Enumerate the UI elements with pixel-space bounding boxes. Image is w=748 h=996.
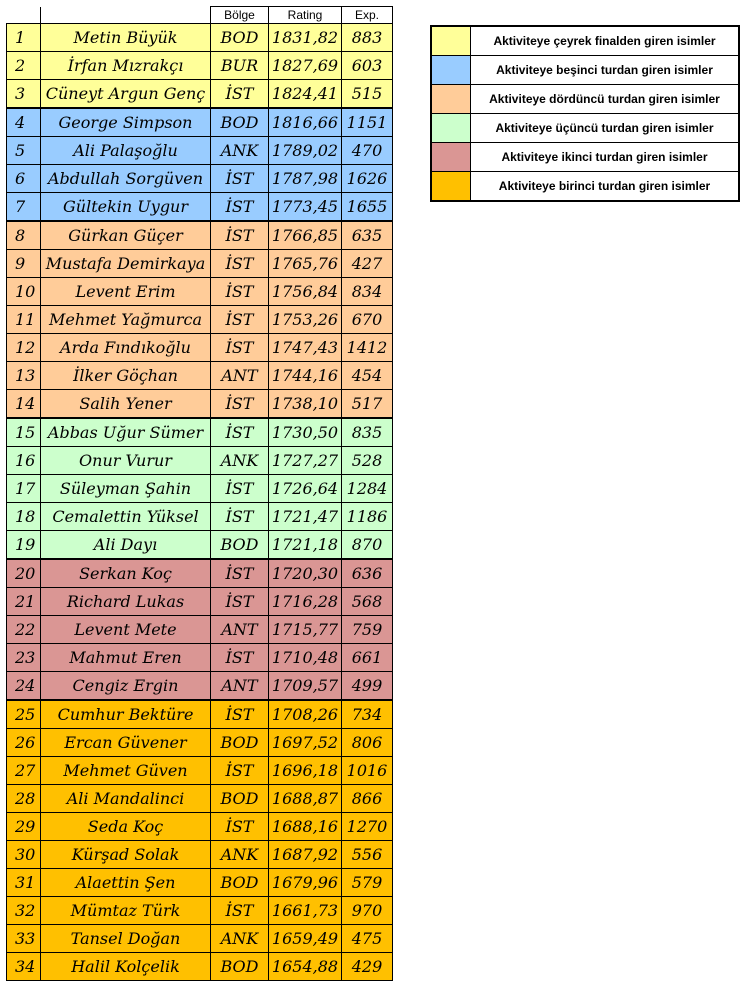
rank-cell: 32	[7, 897, 41, 925]
rank-cell: 1	[7, 24, 41, 52]
table-row	[7, 503, 393, 531]
rank-cell: 26	[7, 729, 41, 757]
rank-cell: 16	[7, 447, 41, 475]
rank-cell: 5	[7, 137, 41, 165]
rank-cell: 11	[7, 306, 41, 334]
rank-cell: 14	[7, 390, 41, 419]
player-name-cell: Alaettin Şen	[41, 869, 211, 897]
table-row	[7, 250, 393, 278]
table-row	[7, 869, 393, 897]
player-name-cell: Levent Mete	[41, 616, 211, 644]
region-cell: BUR	[211, 52, 269, 80]
legend-label: Aktiviteye üçüncü turdan giren isimler	[471, 114, 740, 143]
table-row	[7, 306, 393, 334]
region-cell: İST	[211, 418, 269, 447]
rating-cell: 1716,28	[269, 588, 342, 616]
region-cell: ANK	[211, 841, 269, 869]
rating-cell: 1661,73	[269, 897, 342, 925]
player-name-cell: Cengiz Ergin	[41, 672, 211, 701]
experience-cell: 499	[342, 672, 393, 701]
table-body	[7, 24, 393, 981]
legend-swatch	[431, 114, 471, 143]
experience-cell: 970	[342, 897, 393, 925]
player-name-cell: Süleyman Şahin	[41, 475, 211, 503]
table-row	[7, 362, 393, 390]
region-cell: İST	[211, 193, 269, 222]
experience-cell: 636	[342, 559, 393, 588]
table-row	[7, 672, 393, 701]
experience-cell: 1284	[342, 475, 393, 503]
region-cell: İST	[211, 390, 269, 419]
region-cell: BOD	[211, 24, 269, 52]
rating-cell: 1789,02	[269, 137, 342, 165]
player-name-cell: Ali Dayı	[41, 531, 211, 560]
region-cell: İST	[211, 757, 269, 785]
player-name-cell: Mahmut Eren	[41, 644, 211, 672]
rating-cell: 1659,49	[269, 925, 342, 953]
legend-item	[431, 56, 739, 85]
experience-cell: 670	[342, 306, 393, 334]
legend-label: Aktiviteye dördüncü turdan giren isimler	[471, 85, 740, 114]
rating-cell: 1709,57	[269, 672, 342, 701]
rank-cell: 7	[7, 193, 41, 222]
player-name-cell: Gültekin Uygur	[41, 193, 211, 222]
player-name-cell: Levent Erim	[41, 278, 211, 306]
table-row	[7, 813, 393, 841]
rating-cell: 1710,48	[269, 644, 342, 672]
rank-cell: 24	[7, 672, 41, 701]
experience-cell: 883	[342, 24, 393, 52]
rating-cell: 1827,69	[269, 52, 342, 80]
rank-cell: 2	[7, 52, 41, 80]
header-exp: Exp.	[342, 7, 393, 24]
region-cell: İST	[211, 588, 269, 616]
rating-cell: 1726,64	[269, 475, 342, 503]
experience-cell: 1412	[342, 334, 393, 362]
rating-cell: 1679,96	[269, 869, 342, 897]
player-name-cell: Halil Kolçelik	[41, 953, 211, 981]
legend-swatch	[431, 172, 471, 202]
region-cell: İST	[211, 334, 269, 362]
player-name-cell: Abbas Uğur Sümer	[41, 418, 211, 447]
legend-swatch	[431, 85, 471, 114]
player-name-cell: Mümtaz Türk	[41, 897, 211, 925]
rating-cell: 1697,52	[269, 729, 342, 757]
legend-label: Aktiviteye ikinci turdan giren isimler	[471, 143, 740, 172]
experience-cell: 1626	[342, 165, 393, 193]
player-name-cell: Richard Lukas	[41, 588, 211, 616]
rank-cell: 34	[7, 953, 41, 981]
table-row	[7, 278, 393, 306]
table-row	[7, 24, 393, 52]
legend-label: Aktiviteye birinci turdan giren isimler	[471, 172, 740, 202]
rank-cell: 18	[7, 503, 41, 531]
player-name-cell: İrfan Mızrakçı	[41, 52, 211, 80]
experience-cell: 470	[342, 137, 393, 165]
table-row	[7, 757, 393, 785]
rank-cell: 21	[7, 588, 41, 616]
experience-cell: 1655	[342, 193, 393, 222]
experience-cell: 515	[342, 80, 393, 109]
experience-cell: 579	[342, 869, 393, 897]
legend-swatch	[431, 26, 471, 56]
rating-cell: 1738,10	[269, 390, 342, 419]
player-name-cell: Cumhur Bektüre	[41, 700, 211, 729]
experience-cell: 1151	[342, 108, 393, 137]
table-row	[7, 447, 393, 475]
table-row	[7, 390, 393, 419]
rating-cell: 1747,43	[269, 334, 342, 362]
player-name-cell: Kürşad Solak	[41, 841, 211, 869]
experience-cell: 568	[342, 588, 393, 616]
region-cell: İST	[211, 250, 269, 278]
header-name	[41, 7, 211, 24]
region-cell: BOD	[211, 108, 269, 137]
rating-cell: 1708,26	[269, 700, 342, 729]
table-row	[7, 531, 393, 560]
region-cell: İST	[211, 278, 269, 306]
rating-cell: 1816,66	[269, 108, 342, 137]
ranking-table	[6, 6, 393, 981]
player-name-cell: Cemalettin Yüksel	[41, 503, 211, 531]
rank-cell: 15	[7, 418, 41, 447]
rank-cell: 33	[7, 925, 41, 953]
rating-cell: 1687,92	[269, 841, 342, 869]
table-row	[7, 953, 393, 981]
rating-cell: 1773,45	[269, 193, 342, 222]
player-name-cell: Metin Büyük	[41, 24, 211, 52]
player-name-cell: Arda Fındıkoğlu	[41, 334, 211, 362]
rank-cell: 8	[7, 221, 41, 250]
rank-cell: 20	[7, 559, 41, 588]
rating-cell: 1688,16	[269, 813, 342, 841]
rank-cell: 25	[7, 700, 41, 729]
player-name-cell: İlker Göçhan	[41, 362, 211, 390]
table-row	[7, 52, 393, 80]
legend-item	[431, 114, 739, 143]
rank-cell: 6	[7, 165, 41, 193]
experience-cell: 870	[342, 531, 393, 560]
rank-cell: 13	[7, 362, 41, 390]
player-name-cell: Serkan Koç	[41, 559, 211, 588]
region-cell: İST	[211, 165, 269, 193]
table-row	[7, 108, 393, 137]
region-cell: BOD	[211, 531, 269, 560]
rank-cell: 19	[7, 531, 41, 560]
header-rating: Rating	[269, 7, 342, 24]
legend-body	[431, 26, 739, 201]
player-name-cell: Tansel Doğan	[41, 925, 211, 953]
table-row	[7, 221, 393, 250]
experience-cell: 1186	[342, 503, 393, 531]
region-cell: İST	[211, 503, 269, 531]
table-row	[7, 137, 393, 165]
experience-cell: 429	[342, 953, 393, 981]
player-name-cell: Onur Vurur	[41, 447, 211, 475]
rating-cell: 1696,18	[269, 757, 342, 785]
region-cell: İST	[211, 221, 269, 250]
experience-cell: 517	[342, 390, 393, 419]
legend-item	[431, 172, 739, 202]
region-cell: BOD	[211, 729, 269, 757]
player-name-cell: George Simpson	[41, 108, 211, 137]
region-cell: İST	[211, 700, 269, 729]
header-row	[7, 7, 393, 24]
region-cell: İST	[211, 475, 269, 503]
experience-cell: 835	[342, 418, 393, 447]
region-cell: İST	[211, 644, 269, 672]
header-no	[7, 7, 41, 24]
region-cell: ANT	[211, 362, 269, 390]
experience-cell: 528	[342, 447, 393, 475]
rank-cell: 31	[7, 869, 41, 897]
rank-cell: 9	[7, 250, 41, 278]
experience-cell: 1270	[342, 813, 393, 841]
table-row	[7, 559, 393, 588]
player-name-cell: Seda Koç	[41, 813, 211, 841]
region-cell: İST	[211, 80, 269, 109]
rating-cell: 1766,85	[269, 221, 342, 250]
rating-cell: 1715,77	[269, 616, 342, 644]
legend-item	[431, 143, 739, 172]
experience-cell: 661	[342, 644, 393, 672]
table-row	[7, 700, 393, 729]
rank-cell: 30	[7, 841, 41, 869]
rank-cell: 22	[7, 616, 41, 644]
experience-cell: 427	[342, 250, 393, 278]
player-name-cell: Ali Mandalinci	[41, 785, 211, 813]
rank-cell: 27	[7, 757, 41, 785]
rating-cell: 1765,76	[269, 250, 342, 278]
legend-item	[431, 26, 739, 56]
rating-cell: 1654,88	[269, 953, 342, 981]
region-cell: İST	[211, 559, 269, 588]
table-row	[7, 80, 393, 109]
header-region: Bölge	[211, 7, 269, 24]
table-row	[7, 334, 393, 362]
table-row	[7, 644, 393, 672]
rating-cell: 1720,30	[269, 559, 342, 588]
region-cell: ANT	[211, 616, 269, 644]
table-row	[7, 418, 393, 447]
rating-cell: 1744,16	[269, 362, 342, 390]
table-row	[7, 193, 393, 222]
rating-cell: 1753,26	[269, 306, 342, 334]
legend-table	[430, 25, 740, 202]
region-cell: İST	[211, 306, 269, 334]
rank-cell: 3	[7, 80, 41, 109]
player-name-cell: Gürkan Güçer	[41, 221, 211, 250]
table-row	[7, 616, 393, 644]
table-row	[7, 729, 393, 757]
player-name-cell: Abdullah Sorgüven	[41, 165, 211, 193]
region-cell: İST	[211, 897, 269, 925]
legend-label: Aktiviteye çeyrek finalden giren isimler	[471, 26, 740, 56]
legend-item	[431, 85, 739, 114]
legend-swatch	[431, 56, 471, 85]
experience-cell: 1016	[342, 757, 393, 785]
experience-cell: 734	[342, 700, 393, 729]
rank-cell: 29	[7, 813, 41, 841]
experience-cell: 834	[342, 278, 393, 306]
region-cell: BOD	[211, 785, 269, 813]
experience-cell: 635	[342, 221, 393, 250]
rank-cell: 12	[7, 334, 41, 362]
rating-cell: 1756,84	[269, 278, 342, 306]
rating-cell: 1831,82	[269, 24, 342, 52]
experience-cell: 475	[342, 925, 393, 953]
table-row	[7, 165, 393, 193]
experience-cell: 454	[342, 362, 393, 390]
rank-cell: 17	[7, 475, 41, 503]
table-row	[7, 785, 393, 813]
rating-cell: 1688,87	[269, 785, 342, 813]
region-cell: BOD	[211, 869, 269, 897]
experience-cell: 866	[342, 785, 393, 813]
player-name-cell: Salih Yener	[41, 390, 211, 419]
rating-cell: 1721,18	[269, 531, 342, 560]
rank-cell: 28	[7, 785, 41, 813]
table-row	[7, 925, 393, 953]
table-row	[7, 841, 393, 869]
player-name-cell: Mehmet Yağmurca	[41, 306, 211, 334]
rank-cell: 23	[7, 644, 41, 672]
rating-cell: 1787,98	[269, 165, 342, 193]
table-row	[7, 897, 393, 925]
player-name-cell: Mustafa Demirkaya	[41, 250, 211, 278]
table-row	[7, 588, 393, 616]
rating-cell: 1824,41	[269, 80, 342, 109]
legend-label: Aktiviteye beşinci turdan giren isimler	[471, 56, 740, 85]
experience-cell: 603	[342, 52, 393, 80]
region-cell: ANK	[211, 447, 269, 475]
experience-cell: 759	[342, 616, 393, 644]
player-name-cell: Cüneyt Argun Genç	[41, 80, 211, 109]
player-name-cell: Ercan Güvener	[41, 729, 211, 757]
rating-cell: 1727,27	[269, 447, 342, 475]
table-row	[7, 475, 393, 503]
region-cell: ANT	[211, 672, 269, 701]
experience-cell: 556	[342, 841, 393, 869]
rank-cell: 4	[7, 108, 41, 137]
rating-cell: 1730,50	[269, 418, 342, 447]
rank-cell: 10	[7, 278, 41, 306]
player-name-cell: Mehmet Güven	[41, 757, 211, 785]
region-cell: ANK	[211, 925, 269, 953]
player-name-cell: Ali Palaşoğlu	[41, 137, 211, 165]
region-cell: İST	[211, 813, 269, 841]
region-cell: BOD	[211, 953, 269, 981]
experience-cell: 806	[342, 729, 393, 757]
region-cell: ANK	[211, 137, 269, 165]
legend-swatch	[431, 143, 471, 172]
rating-cell: 1721,47	[269, 503, 342, 531]
